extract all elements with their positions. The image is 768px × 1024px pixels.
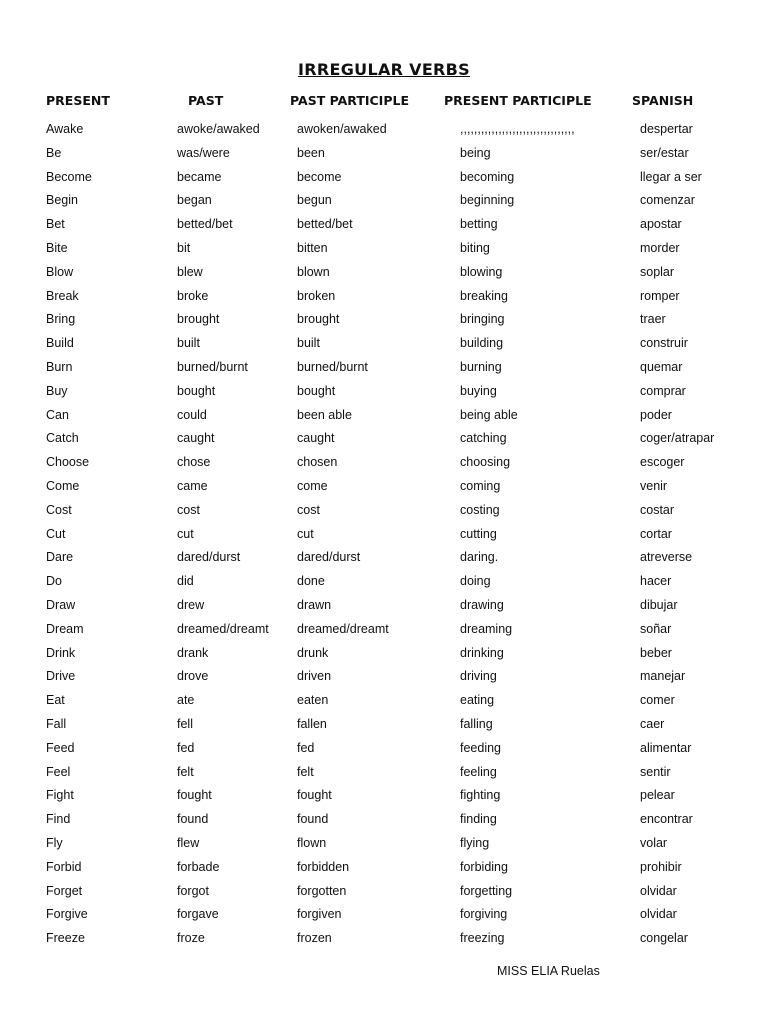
cell-present-participle: feeling xyxy=(460,764,497,779)
table-row xyxy=(0,189,768,213)
page-title: IRREGULAR VERBS xyxy=(298,60,470,79)
cell-past: forgave xyxy=(177,907,219,922)
cell-present-participle: eating xyxy=(460,693,495,708)
cell-present-participle: betting xyxy=(460,217,498,232)
cell-past: did xyxy=(177,574,194,589)
cell-present: Dare xyxy=(46,550,74,565)
cell-past: ate xyxy=(177,693,195,708)
cell-past: built xyxy=(177,336,200,351)
cell-past: betted/bet xyxy=(177,217,233,232)
table-row xyxy=(0,237,768,261)
cell-present: Drink xyxy=(46,645,76,660)
cell-present: Feed xyxy=(46,740,75,755)
cell-past-participle: fought xyxy=(297,788,332,803)
cell-spanish: quemar xyxy=(640,359,683,374)
cell-present: Become xyxy=(46,169,92,184)
cell-past-participle: felt xyxy=(297,764,314,779)
cell-present: Be xyxy=(46,145,62,160)
cell-past-participle: come xyxy=(297,478,328,493)
cell-present: Fall xyxy=(46,716,67,731)
cell-past: dared/durst xyxy=(177,550,241,565)
table-row xyxy=(0,618,768,642)
cell-spanish: coger/atrapar xyxy=(640,431,715,446)
cell-spanish: traer xyxy=(640,312,666,327)
cell-past-participle: flown xyxy=(297,835,327,850)
cell-spanish: dibujar xyxy=(640,597,678,612)
cell-past: brought xyxy=(177,312,220,327)
cell-present: Blow xyxy=(46,264,74,279)
cell-past: became xyxy=(177,169,222,184)
header-past: PAST xyxy=(188,93,224,108)
cell-present: Begin xyxy=(46,193,78,208)
cell-past: flew xyxy=(177,835,200,850)
cell-present-participle: flying xyxy=(460,835,490,850)
cell-past: drew xyxy=(177,597,205,612)
table-row xyxy=(0,665,768,689)
table-row xyxy=(0,356,768,380)
cell-past: fed xyxy=(177,740,195,755)
cell-past-participle: frozen xyxy=(297,931,332,946)
table-row xyxy=(0,213,768,237)
cell-past-participle: burned/burnt xyxy=(297,359,368,374)
cell-present-participle: drinking xyxy=(460,645,504,660)
cell-past: came xyxy=(177,478,208,493)
header-past-participle: PAST PARTICIPLE xyxy=(290,93,409,108)
cell-spanish: beber xyxy=(640,645,672,660)
cell-present-participle: falling xyxy=(460,716,493,731)
cell-present-participle: driving xyxy=(460,669,497,684)
cell-present-participle: ,,,,,,,,,,,,,,,,,,,,,,,,,,,,,,,,, xyxy=(460,122,575,136)
table-row xyxy=(0,570,768,594)
cell-present: Cost xyxy=(46,502,72,517)
cell-present: Fight xyxy=(46,788,74,803)
cell-present: Draw xyxy=(46,597,76,612)
cell-past-participle: eaten xyxy=(297,693,329,708)
cell-present: Come xyxy=(46,478,80,493)
table-row xyxy=(0,784,768,808)
cell-present-participle: forbiding xyxy=(460,859,508,874)
cell-present-participle: drawing xyxy=(460,597,504,612)
cell-past-participle: found xyxy=(297,812,329,827)
cell-past-participle: fed xyxy=(297,740,315,755)
table-row xyxy=(0,903,768,927)
cell-past-participle: blown xyxy=(297,264,330,279)
cell-spanish: soplar xyxy=(640,264,675,279)
table-row xyxy=(0,594,768,618)
cell-spanish: manejar xyxy=(640,669,686,684)
cell-spanish: sentir xyxy=(640,764,671,779)
cell-present-participle: being able xyxy=(460,407,518,422)
cell-past-participle: cost xyxy=(297,502,320,517)
cell-present-participle: bringing xyxy=(460,312,505,327)
cell-spanish: olvidar xyxy=(640,907,677,922)
cell-past-participle: bought xyxy=(297,383,336,398)
cell-past-participle: driven xyxy=(297,669,332,684)
table-row xyxy=(0,285,768,309)
cell-present: Bet xyxy=(46,217,65,232)
cell-spanish: atreverse xyxy=(640,550,693,565)
cell-spanish: construir xyxy=(640,336,688,351)
cell-past: awoke/awaked xyxy=(177,122,260,136)
cell-past-participle: forgiven xyxy=(297,907,342,922)
table-row xyxy=(0,737,768,761)
table-row xyxy=(0,142,768,166)
table-row xyxy=(0,761,768,785)
cell-past: drank xyxy=(177,645,209,660)
cell-past: bought xyxy=(177,383,216,398)
header-present-participle: PRESENT PARTICIPLE xyxy=(444,93,592,108)
cell-present-participle: buying xyxy=(460,383,497,398)
cell-spanish: comprar xyxy=(640,383,686,398)
cell-spanish: pelear xyxy=(640,788,675,803)
cell-present-participle: choosing xyxy=(460,455,511,470)
cell-spanish: alimentar xyxy=(640,740,692,755)
cell-present-participle: coming xyxy=(460,478,501,493)
cell-present: Cut xyxy=(46,526,66,541)
cell-spanish: soñar xyxy=(640,621,672,636)
cell-past-participle: brought xyxy=(297,312,340,327)
cell-past: fell xyxy=(177,716,193,731)
cell-past: felt xyxy=(177,764,194,779)
cell-spanish: venir xyxy=(640,478,668,493)
cell-present: Forget xyxy=(46,883,83,898)
cell-present-participle: fighting xyxy=(460,788,501,803)
header-spanish: SPANISH xyxy=(632,93,694,108)
cell-present: Do xyxy=(46,574,62,589)
cell-spanish: hacer xyxy=(640,574,672,589)
cell-present: Break xyxy=(46,288,79,303)
cell-spanish: morder xyxy=(640,240,680,255)
cell-past: was/were xyxy=(177,145,230,160)
cell-past-participle: dared/durst xyxy=(297,550,361,565)
cell-past: bit xyxy=(177,240,191,255)
cell-present-participle: catching xyxy=(460,431,507,446)
cell-spanish: comer xyxy=(640,693,675,708)
cell-past: froze xyxy=(177,931,205,946)
cell-past-participle: broken xyxy=(297,288,336,303)
cell-present: Awake xyxy=(46,122,84,136)
cell-spanish: caer xyxy=(640,716,665,731)
cell-present: Drive xyxy=(46,669,76,684)
cell-past-participle: drunk xyxy=(297,645,329,660)
cell-present: Buy xyxy=(46,383,68,398)
cell-present-participle: finding xyxy=(460,812,497,827)
cell-present: Dream xyxy=(46,621,84,636)
cell-spanish: poder xyxy=(640,407,672,422)
cell-present-participle: cutting xyxy=(460,526,497,541)
cell-present: Eat xyxy=(46,693,65,708)
cell-past: dreamed/dreamt xyxy=(177,621,269,636)
cell-present: Find xyxy=(46,812,71,827)
header-present: PRESENT xyxy=(46,93,110,108)
cell-past-participle: bitten xyxy=(297,240,328,255)
cell-present: Feel xyxy=(46,764,71,779)
cell-past-participle: forgotten xyxy=(297,883,347,898)
cell-spanish: volar xyxy=(640,835,668,850)
cell-present-participle: feeding xyxy=(460,740,502,755)
cell-past: fought xyxy=(177,788,212,803)
table-row xyxy=(0,261,768,285)
table-row xyxy=(0,499,768,523)
cell-past: burned/burnt xyxy=(177,359,248,374)
table-row xyxy=(0,332,768,356)
cell-past-participle: built xyxy=(297,336,320,351)
cell-present-participle: burning xyxy=(460,359,502,374)
cell-past-participle: forbidden xyxy=(297,859,350,874)
table-row xyxy=(0,308,768,332)
cell-past-participle: fallen xyxy=(297,716,327,731)
cell-past-participle: dreamed/dreamt xyxy=(297,621,389,636)
cell-spanish: cortar xyxy=(640,526,672,541)
table-row xyxy=(0,166,768,190)
table-row xyxy=(0,475,768,499)
table-row xyxy=(0,427,768,451)
table-row xyxy=(0,689,768,713)
cell-past-participle: been xyxy=(297,145,325,160)
cell-spanish: comenzar xyxy=(640,193,695,208)
cell-past: found xyxy=(177,812,209,827)
table-row xyxy=(0,927,768,951)
cell-present-participle: forgiving xyxy=(460,907,508,922)
cell-past: could xyxy=(177,407,207,422)
cell-past: blew xyxy=(177,264,203,279)
cell-present-participle: becoming xyxy=(460,169,515,184)
table-row xyxy=(0,451,768,475)
cell-past-participle: done xyxy=(297,574,325,589)
cell-present-participle: beginning xyxy=(460,193,515,208)
cell-present: Burn xyxy=(46,359,73,374)
table-row xyxy=(0,118,768,142)
table-row xyxy=(0,880,768,904)
cell-past: chose xyxy=(177,455,211,470)
cell-spanish: escoger xyxy=(640,455,685,470)
cell-past: broke xyxy=(177,288,209,303)
cell-past: forgot xyxy=(177,883,209,898)
table-row xyxy=(0,404,768,428)
author-footer: MISS ELIA Ruelas xyxy=(497,964,600,978)
cell-present: Bite xyxy=(46,240,68,255)
cell-present-participle: being xyxy=(460,145,491,160)
table-row xyxy=(0,642,768,666)
cell-spanish: costar xyxy=(640,502,675,517)
table-row xyxy=(0,380,768,404)
cell-past-participle: chosen xyxy=(297,455,338,470)
cell-past-participle: become xyxy=(297,169,342,184)
cell-present-participle: dreaming xyxy=(460,621,513,636)
cell-present: Forgive xyxy=(46,907,88,922)
cell-past-participle: begun xyxy=(297,193,332,208)
cell-past-participle: caught xyxy=(297,431,335,446)
cell-spanish: romper xyxy=(640,288,680,303)
table-row xyxy=(0,713,768,737)
cell-present: Forbid xyxy=(46,859,82,874)
cell-present: Catch xyxy=(46,431,79,446)
cell-present: Choose xyxy=(46,455,90,470)
cell-past-participle: drawn xyxy=(297,597,332,612)
cell-spanish: ser/estar xyxy=(640,145,689,160)
cell-present: Freeze xyxy=(46,931,85,946)
cell-past: began xyxy=(177,193,212,208)
cell-past-participle: been able xyxy=(297,407,352,422)
cell-present: Fly xyxy=(46,835,63,850)
table-row xyxy=(0,523,768,547)
cell-past-participle: cut xyxy=(297,526,314,541)
table-row xyxy=(0,856,768,880)
cell-present: Bring xyxy=(46,312,76,327)
cell-present-participle: forgetting xyxy=(460,883,513,898)
cell-spanish: llegar a ser xyxy=(640,169,702,184)
cell-present: Build xyxy=(46,336,74,351)
cell-past-participle: awoken/awaked xyxy=(297,122,387,136)
cell-past: cut xyxy=(177,526,194,541)
table-row xyxy=(0,832,768,856)
verb-table xyxy=(0,118,768,951)
cell-present-participle: breaking xyxy=(460,288,508,303)
cell-spanish: olvidar xyxy=(640,883,677,898)
table-row xyxy=(0,546,768,570)
cell-past: cost xyxy=(177,502,200,517)
cell-spanish: apostar xyxy=(640,217,682,232)
cell-present-participle: doing xyxy=(460,574,491,589)
cell-spanish: encontrar xyxy=(640,812,693,827)
cell-spanish: despertar xyxy=(640,122,693,136)
cell-present-participle: freezing xyxy=(460,931,505,946)
cell-spanish: congelar xyxy=(640,931,688,946)
cell-present-participle: building xyxy=(460,336,504,351)
cell-past: caught xyxy=(177,431,215,446)
cell-present-participle: blowing xyxy=(460,264,503,279)
table-row xyxy=(0,808,768,832)
cell-present-participle: daring. xyxy=(460,550,499,565)
cell-present-participle: biting xyxy=(460,240,490,255)
cell-past: forbade xyxy=(177,859,220,874)
cell-past: drove xyxy=(177,669,209,684)
cell-spanish: prohibir xyxy=(640,859,682,874)
cell-present: Can xyxy=(46,407,69,422)
cell-present-participle: costing xyxy=(460,502,500,517)
cell-past-participle: betted/bet xyxy=(297,217,353,232)
